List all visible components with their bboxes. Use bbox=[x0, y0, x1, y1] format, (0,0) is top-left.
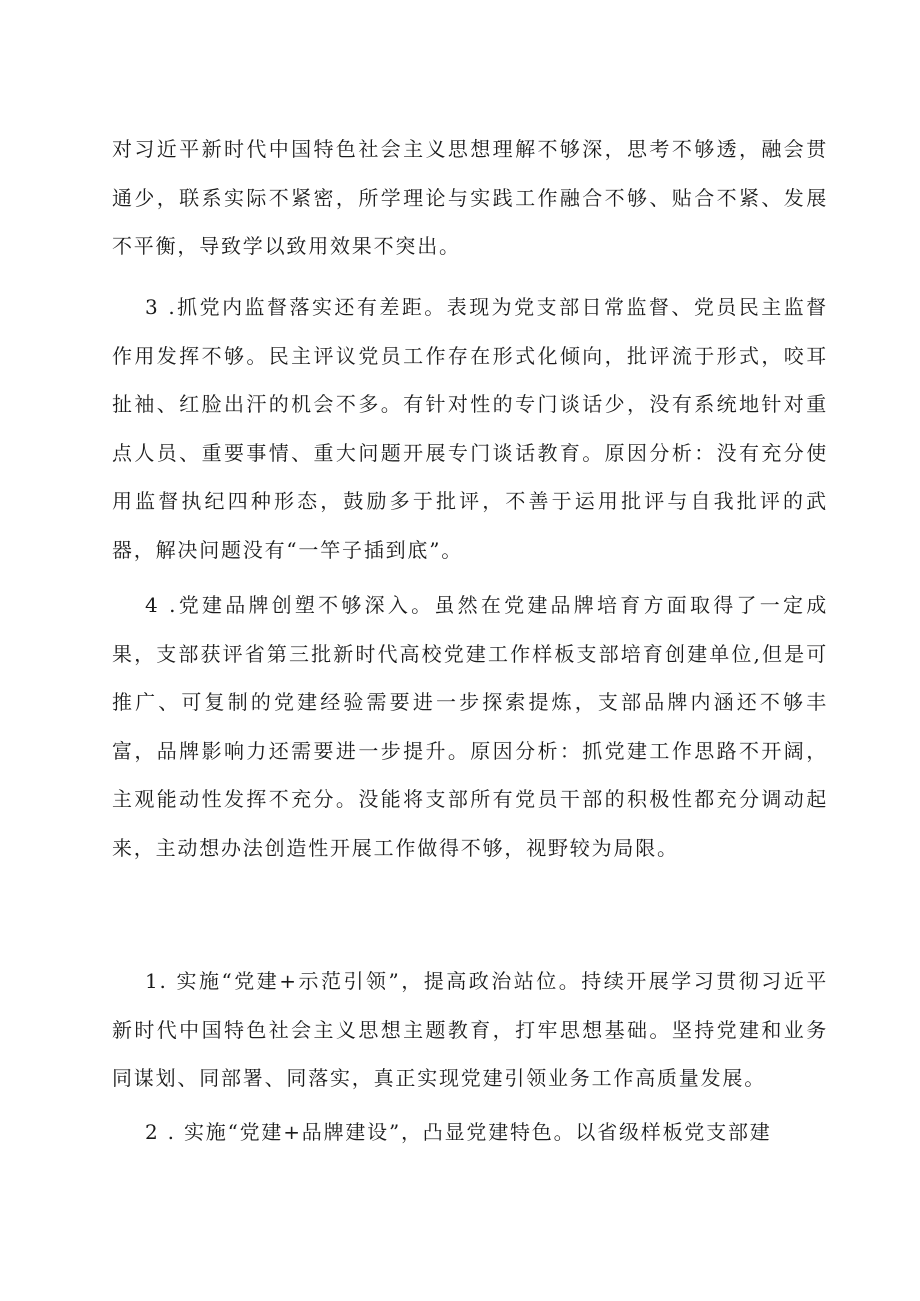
paragraph-demonstration bbox=[112, 957, 828, 1103]
paragraph-text: 表现为党支部日常监督、党员民主监督作用发挥不够。民主评议党员工作存在形式化倾向，批评流于形式，咬耳扯袖、红脸出汗的机会不多。有针对性的专门谈话少，没有系统地针对重点人员、重要事情、重大问题开展专门谈话教育。原因分析：没有充分使用监督执纪四种形态，鼓励多于批评，不善于运用批评与自我批评的武器，解决问题没有“一竿子插到底”。 bbox=[112, 295, 828, 562]
paragraph-text: 以省级样板党支部建 bbox=[575, 1120, 772, 1144]
paragraph-heading: 1. 实施“党建+示范引领”，提高政治站位。 bbox=[145, 969, 582, 993]
paragraph-heading: 2 . 实施“党建+品牌建设”，凸显党建特色。 bbox=[145, 1120, 576, 1144]
paragraph-branding bbox=[112, 581, 828, 872]
paragraph-heading: 3 .抓党内监督落实还有差距。 bbox=[145, 295, 447, 319]
paragraph-text: 虽然在党建品牌培育方面取得了一定成果，支部获评省第三批新时代高校党建工作样板支部培育创建单位,但是可推广、可复制的党建经验需要进一步探索提炼，支部品牌内涵还不够丰富，品牌影响力还需要进一步提升。原因分析：抓党建工作思路不开阔，主观能动性发挥不充分。没能将支部所有党员干部的积极性都充分调动起来，主动想办法创造性开展工作做得不够，视野较为局限。 bbox=[112, 593, 828, 860]
paragraph-brand-building bbox=[112, 1108, 828, 1157]
paragraph-theory-study bbox=[112, 125, 828, 271]
paragraph-text: 对习近平新时代中国特色社会主义思想理解不够深，思考不够透，融会贯通少，联系实际不紧密，所学理论与实践工作融合不够、贴合不紧、发展不平衡，导致学以致用效果不突出。 bbox=[112, 137, 828, 258]
paragraph-heading: 4 .党建品牌创塑不够深入。 bbox=[145, 593, 435, 617]
paragraph-supervision bbox=[112, 283, 828, 574]
paragraph-text: 持续开展学习贯彻习近平新时代中国特色社会主义思想主题教育，打牢思想基础。坚持党建和业务同谋划、同部署、同落实，真正实现党建引领业务工作高质量发展。 bbox=[112, 969, 828, 1090]
